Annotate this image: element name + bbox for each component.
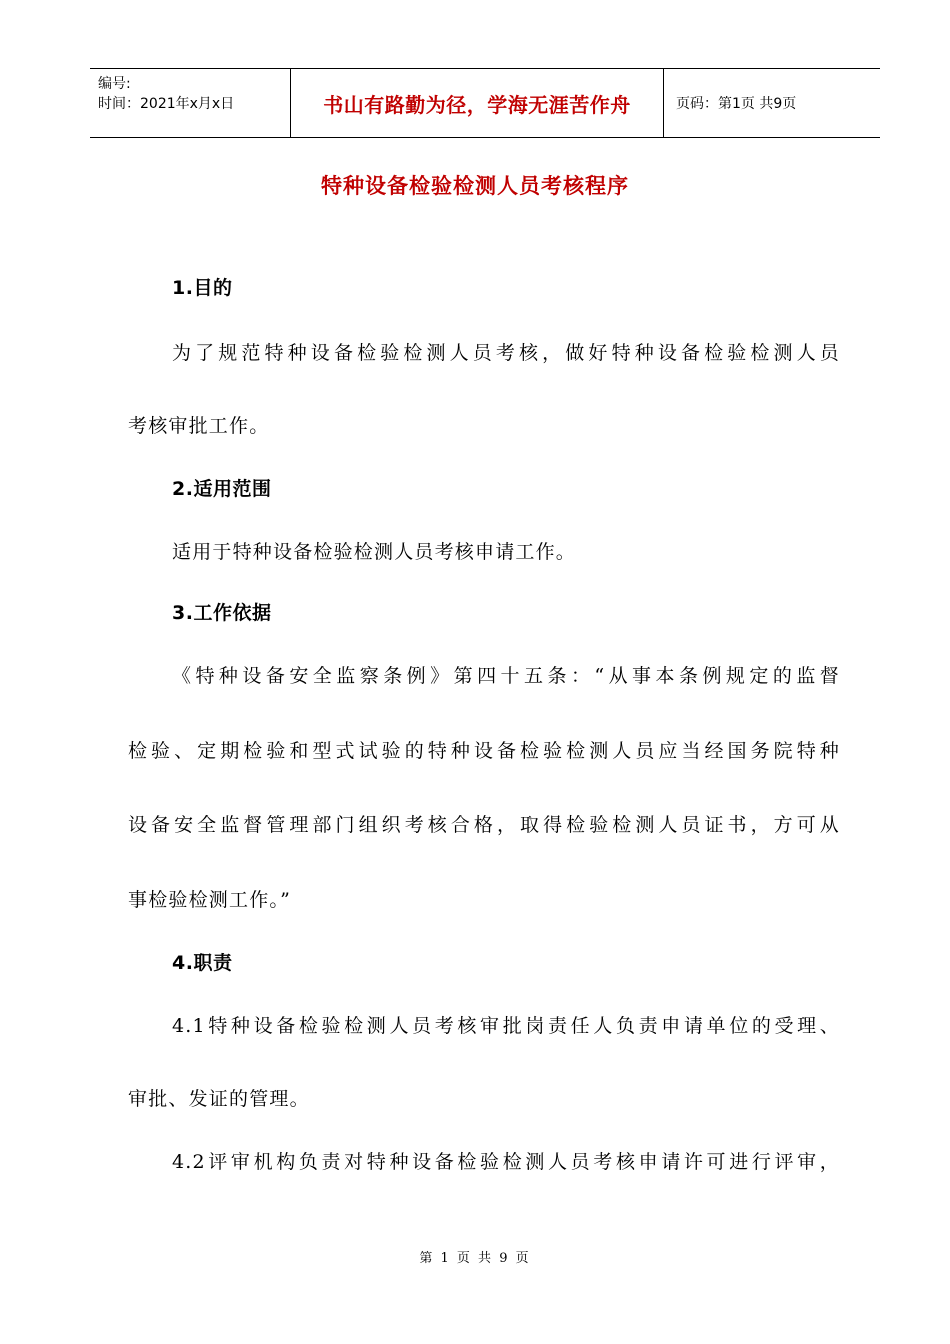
motto-text: 书山有路勤为径，学海无涯苦作舟 <box>323 92 631 117</box>
paragraph-line: 设备安全监督管理部门组织考核合格，取得检验检测人员证书，方可从 <box>128 814 840 836</box>
paragraph-line: 《特种设备安全监察条例》第四十五条：“从事本条例规定的监督 <box>172 665 840 687</box>
header-page-cell <box>664 69 880 137</box>
section-heading-purpose: 1.目的 <box>172 277 233 299</box>
header-motto-cell <box>291 69 664 137</box>
paragraph-line: 检验、定期检验和型式试验的特种设备检验检测人员应当经国务院特种 <box>128 740 840 762</box>
document-title: 特种设备检验检测人员考核程序 <box>321 174 629 198</box>
page-footer: 第 1 页 共 9 页 <box>419 1251 531 1266</box>
paragraph-line: 考核审批工作。 <box>128 415 270 437</box>
paragraph-line: 4.2评审机构负责对特种设备检验检测人员考核申请许可进行评审， <box>172 1151 840 1173</box>
section-heading-basis: 3.工作依据 <box>172 602 272 624</box>
number-label: 编号: <box>98 76 131 92</box>
paragraph-line: 4.1特种设备检验检测人员考核审批岗责任人负责申请单位的受理、 <box>172 1015 840 1037</box>
paragraph-line: 为了规范特种设备检验检测人员考核，做好特种设备检验检测人员 <box>172 342 840 364</box>
paragraph-line: 事检验检测工作。” <box>128 889 292 911</box>
time-label: 时间：2021年x月x日 <box>98 96 235 112</box>
page-header <box>90 68 880 138</box>
paragraph-line: 适用于特种设备检验检测人员考核申请工作。 <box>172 541 577 563</box>
header-meta-cell <box>90 69 291 137</box>
paragraph-line: 审批、发证的管理。 <box>128 1088 310 1110</box>
page-info: 页码：第1页 共9页 <box>676 96 797 112</box>
section-heading-scope: 2.适用范围 <box>172 478 272 500</box>
section-heading-duties: 4.职责 <box>172 952 233 974</box>
